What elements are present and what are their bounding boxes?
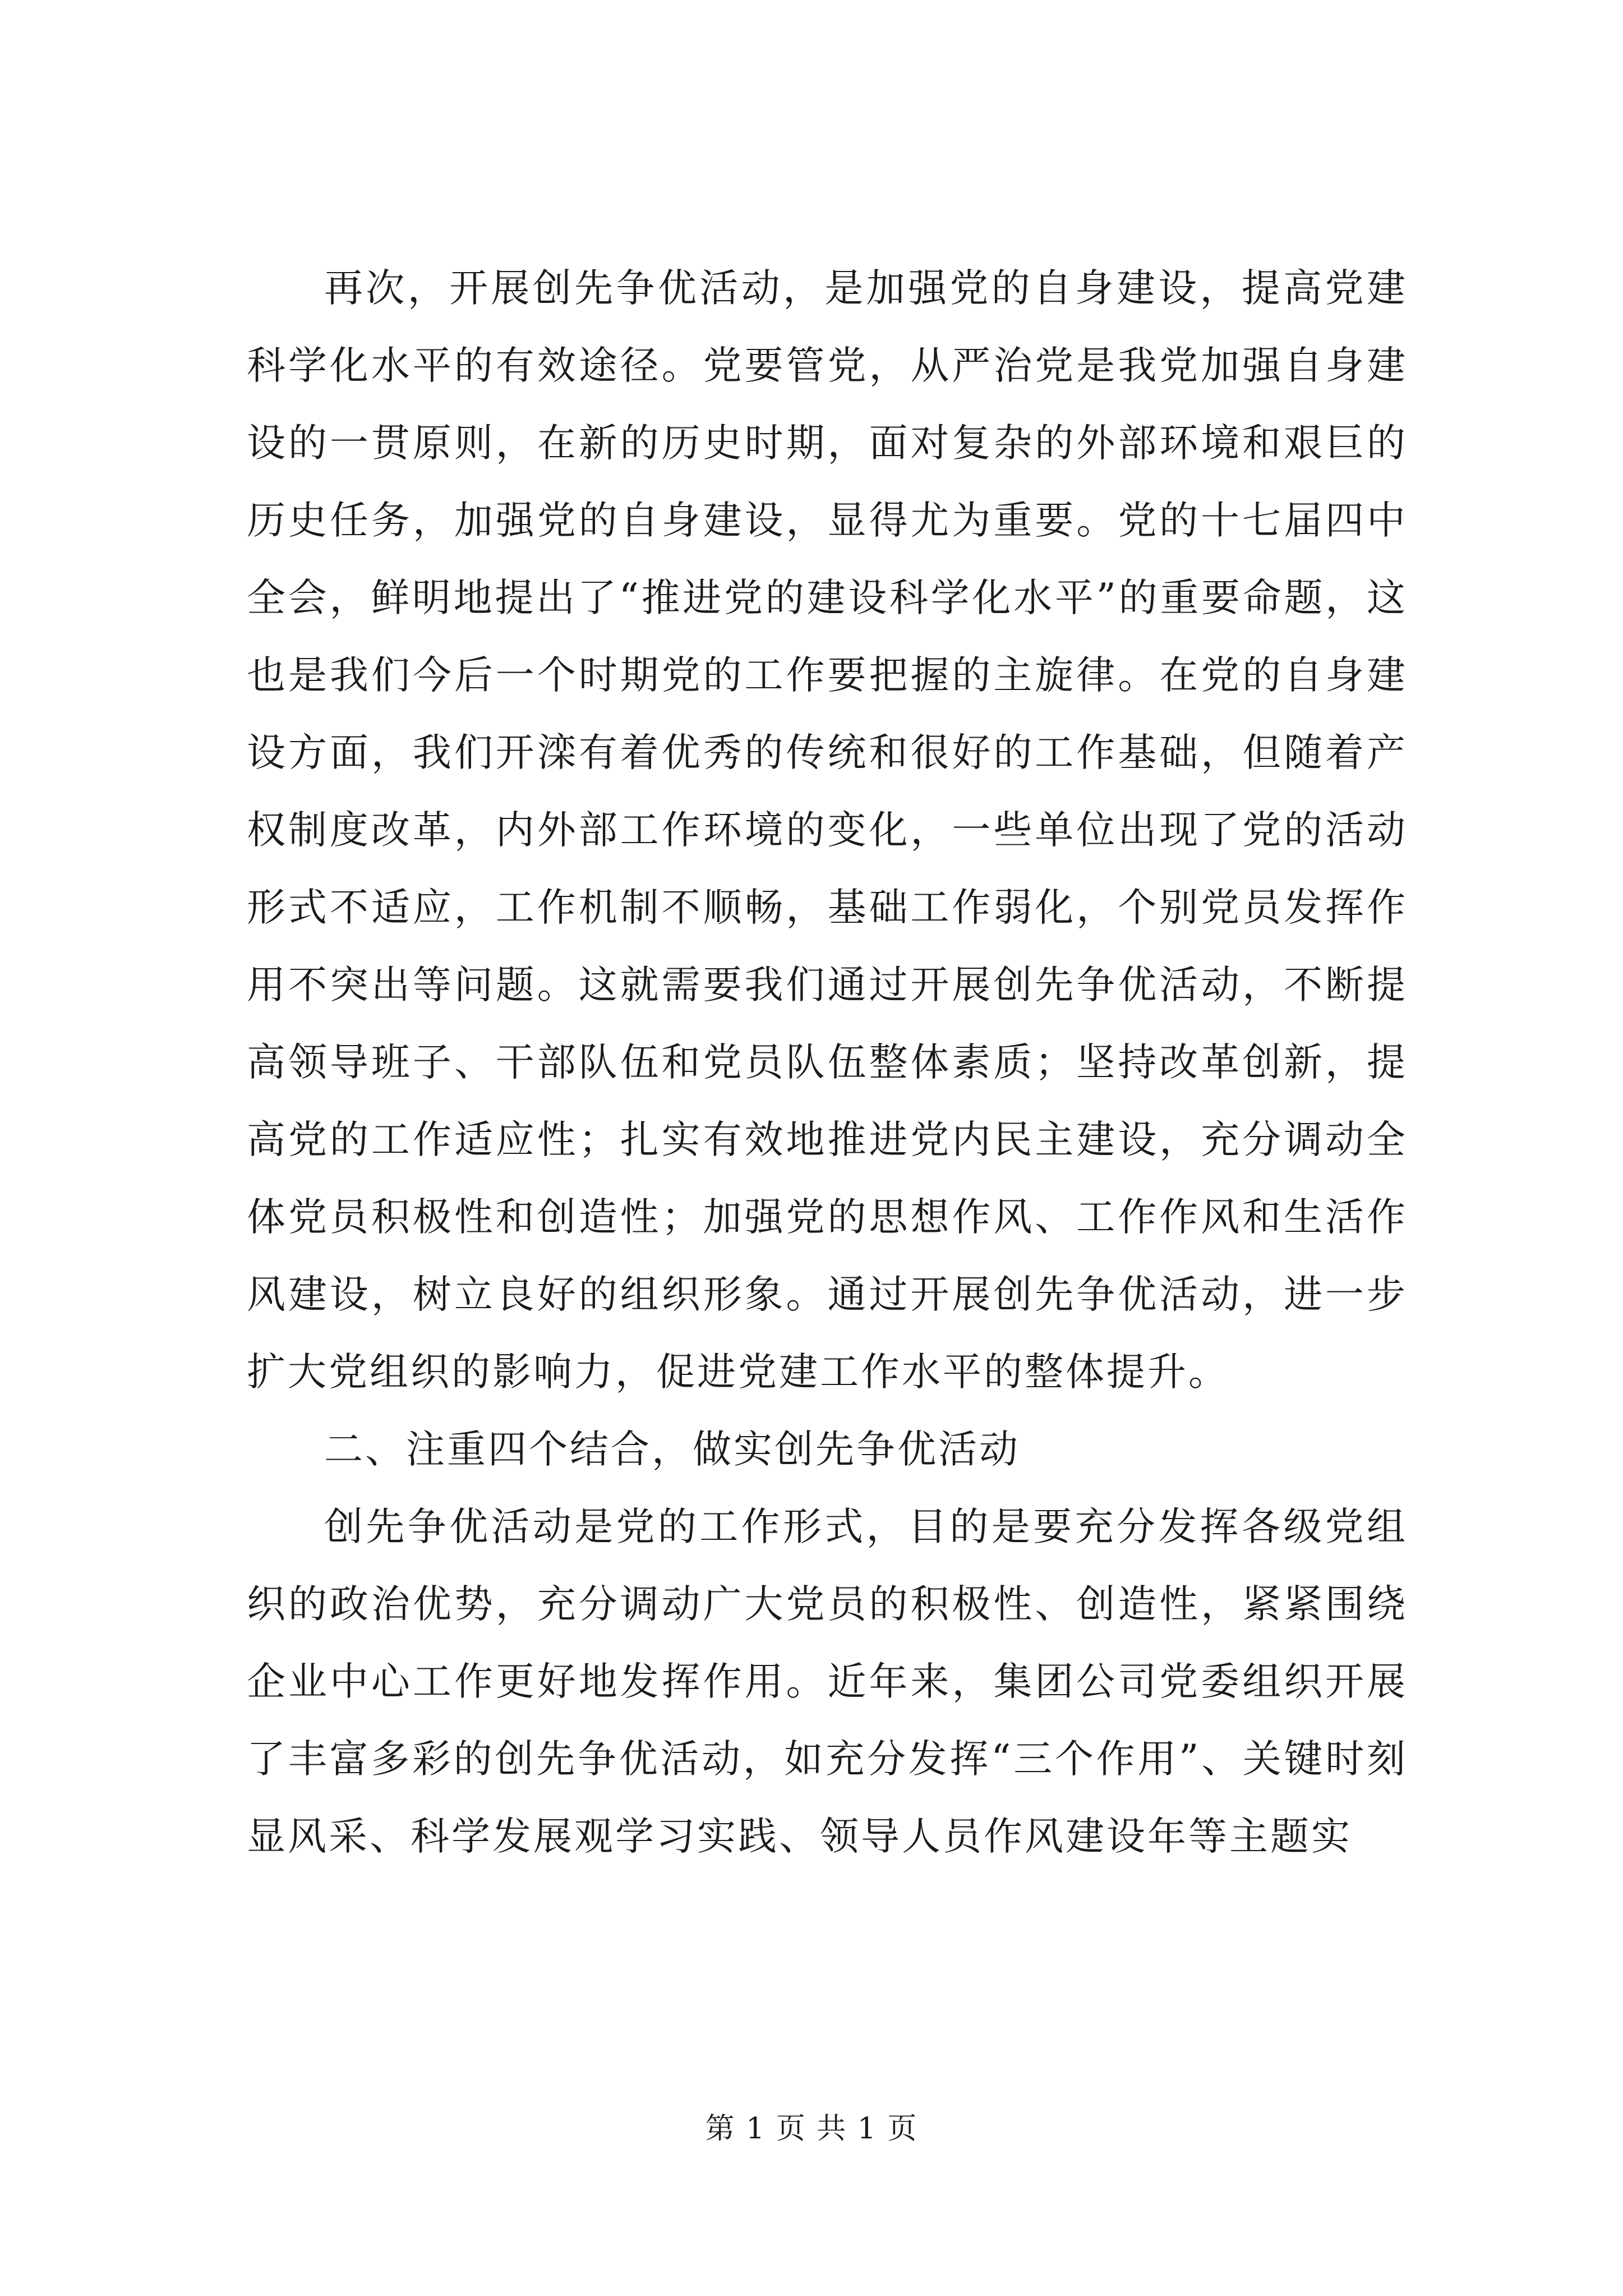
paragraph-strengthen-party-building: 再次，开展创先争优活动，是加强党的自身建设，提高党建科学化水平的有效途径。党要管党，从严治党是我党加强自身建设的一贯原则，在新的历史时期，面对复杂的外部环境和艰巨的历史任务，加强党的自身建设，显得尤为重要。党的十七届四中全会，鲜明地提出了“推进党的建设科学化水平”的重要命题，这也是我们今后一个时期党的工作要把握的主旋律。在党的自身建设方面，我们开滦有着优秀的传统和很好的工作基础，但随着产权制度改革，内外部工作环境的变化，一些单位出现了党的活动形式不适应，工作机制不顺畅，基础工作弱化，个别党员发挥作用不突出等问题。这就需要我们通过开展创先争优活动，不断提高领导班子、干部队伍和党员队伍整体素质；坚持改革创新，提高党的工作适应性；扎实有效地推进党内民主建设，充分调动全体党员积极性和创造性；加强党的思想作风、工作作风和生活作风建设，树立良好的组织形象。通过开展创先争优活动，进一步扩大党组织的影响力，促进党建工作水平的整体提升。 [247, 266, 1408, 1395]
paragraph-activity-purpose: 创先争优活动是党的工作形式，目的是要充分发挥各级党组织的政治优势，充分调动广大党员的积极性、创造性，紧紧围绕企业中心工作更好地发挥作用。近年来，集团公司党委组织开展了丰富多彩的创先争优活动，如充分发挥“三个作用”、关键时刻显风采、科学发展观学习实践、领导人员作风建设年等主题实 [247, 1504, 1408, 1859]
page-number-footer: 第 1 页 共 1 页 [705, 2112, 918, 2146]
section-heading-four-combinations: 二、注重四个结合，做实创先争优活动 [324, 1427, 1020, 1472]
document-body [247, 250, 1408, 1875]
